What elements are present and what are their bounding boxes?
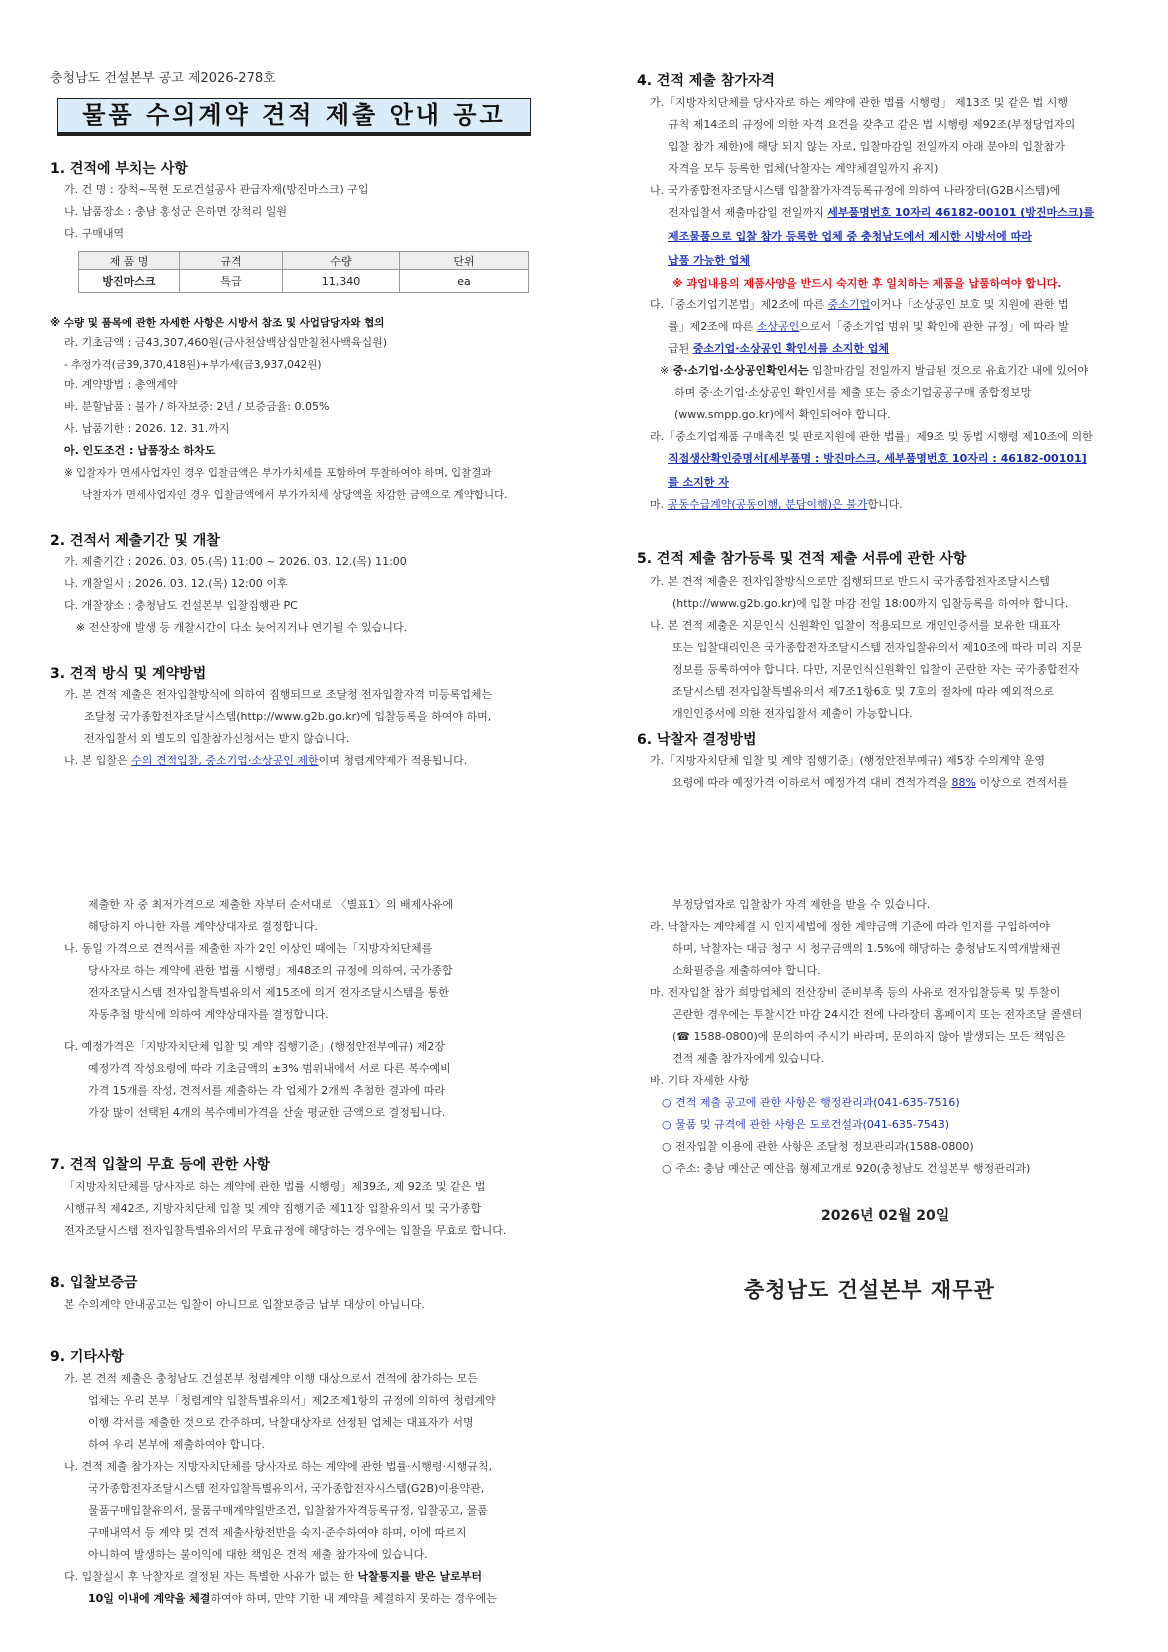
table-cell: 11,340: [283, 270, 400, 293]
s4-line: 규칙 제14조의 규정에 의한 자격 요건을 갖추고 같은 법 시행령 제92조(부정당업자의: [668, 118, 1076, 131]
text-run: 이거나「소상공인 보호 및 지원에 관한 법: [870, 298, 1069, 311]
s1-note: 낙찰자가 면세사업자인 경우 입찰금액에서 부가가치세 상당액을 차감한 금액으로 계약합니다.: [82, 489, 508, 501]
highlight-text: 소상공인: [756, 320, 800, 333]
issuer-signature: 충청남도 건설본부 재무관: [744, 1278, 995, 1302]
table-cell: 특급: [180, 270, 283, 293]
s4-line: [668, 206, 1094, 220]
highlight-text: 를 소지한 자: [668, 476, 729, 489]
s6-line: 해당하지 아니한 자를 계약상대자로 결정합니다.: [88, 920, 319, 933]
text-run: 나. 본 입찰은: [64, 754, 132, 767]
contact-line: ○ 주소: 충남 예산군 예산읍 형제고개로 920(충청남도 건설본부 행정관리과): [662, 1162, 1031, 1175]
highlight-text: 88%: [951, 776, 976, 789]
s7-line: 전자조달시스템 전자입찰특별유의서의 무효규정에 해당하는 경우에는 입찰을 무효로 합니다.: [64, 1224, 507, 1237]
s6-line: 예정가격 작성요령에 따라 기초금액의 ±3% 범위내에서 서로 다른 복수예비: [88, 1062, 451, 1075]
s7-line: 「지방자치단체를 당사자로 하는 계약에 관한 법률 시행령」제39조, 제 92조 및 같은 법: [64, 1180, 486, 1193]
highlight-text: 제조물품으로 입찰 참가 등록한 업체 중 충청남도에서 제시한 시방서에 따라: [668, 230, 1032, 243]
s5-line: 조달시스템 전자입찰특별유의서 제7조1항6호 및 7호의 절차에 따라 예외적으로: [672, 685, 1054, 698]
text-run: 마.: [650, 498, 668, 511]
s9-line: 가. 본 견적 제출은 충청남도 건설본부 청렴계약 이행 대상으로서 견적에 참가하는 모든: [64, 1372, 478, 1385]
highlight-text: 중소기업: [827, 298, 871, 311]
s1-line: - 추정가격(금39,370,418원)+부가세(금3,937,042원): [64, 359, 322, 371]
s3-line: 조달청 국가종합전자조달시스템(http://www.g2b.go.kr)에 입찰등록을 하여야 하며,: [84, 710, 492, 723]
s1-line: 다. 구매내역: [64, 227, 125, 240]
page-title: 물품 수의계약 견적 제출 안내 공고: [57, 98, 531, 136]
s1-line: 라. 기초금액 : 금43,307,460원(금사천삼백삼십만칠천사백육십원): [64, 336, 388, 349]
text-run: 다.「중소기업기본법」제2조에 따른: [650, 298, 828, 311]
text-run: 이며 청렴계약제가 적용됩니다.: [318, 754, 468, 767]
s1-line: 바. 분할납품 : 불가 / 하자보증: 2년 / 보증금율: 0.05%: [64, 400, 330, 413]
s3-line: 가. 본 견적 제출은 전자입찰방식에 의하여 집행되므로 조달청 전자입찰자격 미등록업체는: [64, 688, 493, 701]
table-cell: ea: [400, 270, 529, 293]
highlight-text: 직접생산확인증명서[세부품명 : 방진마스크, 세부품명번호 10자리 : 46182-00101]: [668, 452, 1087, 465]
text-run: 입찰마감일 전일까지 발급된 것으로 유효기간 내에 있어야: [808, 364, 1089, 377]
s9-line: 물품구매입찰유의서, 물품구매계약일반조건, 입찰참가자격등록규정, 입찰공고, 물품: [88, 1504, 488, 1517]
text-run: 하여야 하며, 만약 기한 내 계약을 체결하지 못하는 경우에는: [210, 1592, 497, 1605]
highlight-text: 세부품명번호 10자리 46182-00101 (방진마스크)를: [827, 206, 1094, 219]
s9-line: 아니하여 발생하는 불이익에 대한 책임은 견적 제출 참가자에 있습니다.: [88, 1548, 428, 1561]
notice-date: 2026년 02월 20일: [821, 1208, 950, 1224]
s9-line: 국가종합전자조달시스템 전자입찰특별유의서, 국가종합전자시스템(G2B)이용약관,: [88, 1482, 485, 1495]
section-3-heading: 3. 견적 방식 및 계약방법: [50, 666, 207, 682]
s9-line: 소화필증을 제출하여야 합니다.: [672, 964, 821, 977]
s5-line: 개인인증서에 의한 전자입찰서 제출이 가능합니다.: [672, 707, 913, 720]
text-run: 다. 입찰실시 후 낙찰자로 결정된 자는 특별한 사유가 없는 한: [64, 1570, 358, 1583]
s3-line: 전자입찰서 외 별도의 입찰참가신청서는 받지 않습니다.: [84, 732, 350, 745]
table-row: [79, 270, 529, 293]
s1-line: 아. 인도조건 : 납품장소 하차도: [64, 444, 216, 457]
table-cell: 방진마스크: [79, 270, 180, 293]
s5-line: 또는 입찰대리인은 국가종합전자조달시스템 전자입찰유의서 제10조에 따라 미리 지문: [672, 641, 1083, 654]
table-header-row: [79, 252, 529, 270]
s6-line: 가격 15개를 작성, 견적서를 제출하는 각 업체가 2개씩 추첨한 결과에 따라: [88, 1084, 445, 1097]
highlight-text: 공동수급계약(공동이행, 분담이행)은 불가: [667, 498, 868, 511]
text-run: ※: [660, 364, 673, 377]
s9-line: 라. 낙찰자는 계약체결 시 인지세법에 정한 계약금액 기준에 따라 인지를 구입하여야: [650, 920, 1050, 933]
s5-line: 정보를 등록하여야 합니다. 다만, 지문인식신원확인 입찰이 곤란한 자는 국가종합전자: [672, 663, 1079, 676]
s2-line: 다. 개찰장소 : 충청남도 건설본부 입찰집행관 PC: [64, 599, 298, 612]
s9-line: 견적 제출 참가자에게 있습니다.: [672, 1052, 825, 1065]
s9-line: (☎ 1588-0800)에 문의하여 주시기 바라며, 문의하지 않아 발생되는 모든 책임은: [672, 1030, 1066, 1043]
s2-line: ※ 전산장애 발생 등 개찰시간이 다소 늦어지거나 연기될 수 있습니다.: [76, 621, 408, 634]
s6-line: 다. 예정가격은「지방자치단체 입찰 및 계약 집행기준」(행정안전부예규) 제2장: [64, 1040, 445, 1053]
s6-line: 나. 동일 가격으로 견적서를 제출한 자가 2인 이상인 때에는「지방자치단체를: [64, 942, 433, 955]
s9-line: 하며, 낙찰자는 대금 청구 시 청구금액의 1.5%에 해당하는 충청남도지역개발채권: [672, 942, 1061, 955]
s1-note: ※ 입찰자가 면세사업자인 경우 입찰금액은 부가가치세를 포함하여 투찰하여야 하며, 입찰결과: [64, 467, 492, 479]
s3-line: [64, 754, 467, 768]
s6-line: 가장 많이 선택된 4개의 복수예비가격을 산술 평균한 금액으로 결정됩니다.: [88, 1106, 446, 1119]
contact-line: ○ 전자입찰 이용에 관한 사항은 조달청 정보관리과(1588-0800): [662, 1140, 974, 1153]
s9-line: [64, 1570, 482, 1584]
text-run: 전자입찰서 제출마감일 전일까지: [668, 206, 828, 219]
s9-line: 마. 전자입찰 참가 희망업체의 전산장비 준비부족 등의 사유로 전자입찰등록 및 투찰이: [650, 986, 1061, 999]
s9-line: 구매내역서 등 계약 및 견적 제출사항전반을 숙지·준수하여야 하며, 이에 따르지: [88, 1526, 467, 1539]
highlight-text: 납품 가능한 업체: [668, 254, 751, 267]
s4-line: 자격을 모두 등록한 업체(낙찰자는 계약체결일까지 유지): [668, 162, 939, 175]
s4-line: 입찰 참가 제한)에 해당 되지 않는 자로, 입찰마감일 전일까지 아래 분야의 입찰참가: [668, 140, 1065, 153]
section-5-heading: 5. 견적 제출 참가등록 및 견적 제출 서류에 관한 사항: [637, 551, 967, 567]
s4-line: 가.「지방자치단체를 당사자로 하는 계약에 관한 법률 시행령」 제13조 및 같은 법 시행: [650, 96, 1068, 109]
table-header: 수량: [283, 252, 400, 270]
highlight-text: 중소기업·소상공인 확인서를 소지한 업체: [692, 342, 890, 355]
section-7-heading: 7. 견적 입찰의 무효 등에 관한 사항: [50, 1157, 271, 1173]
s1-line: 마. 계약방법 : 총액계약: [64, 378, 178, 391]
s9-line: 업체는 우리 본부「청렴계약 입찰특별유의서」제2조제1항의 규정에 의하여 청렴계약: [88, 1394, 496, 1407]
s6-line: 당사자로 하는 계약에 관한 법률 시행령」제48조의 규정에 의하여, 국가종합: [88, 964, 453, 977]
s4-line: (www.smpp.go.kr)에서 확인되어야 합니다.: [674, 408, 891, 421]
s9-line: 바. 기타 자세한 사항: [650, 1074, 749, 1087]
purchase-table: [78, 251, 529, 293]
section-2-heading: 2. 견적서 제출기간 및 개찰: [50, 533, 220, 549]
s2-line: 나. 개찰일시 : 2026. 03. 12.(목) 12:00 이후: [64, 577, 288, 590]
table-header: 규격: [180, 252, 283, 270]
text-run: 률」제2조에 따른: [668, 320, 757, 333]
text-run: 합니다.: [867, 498, 903, 511]
section-1-heading: 1. 견적에 부치는 사항: [50, 161, 188, 177]
s4-line: [668, 342, 889, 356]
notice-number: 충청남도 건설본부 공고 제2026-278호: [50, 71, 276, 86]
contact-line: ○ 견적 제출 공고에 관한 사항은 행정관리과(041-635-7516): [662, 1096, 960, 1109]
s5-line: 나. 본 견적 제출은 지문인식 신원확인 입찰이 적용되므로 개인인증서를 보유한 대표자: [650, 619, 1061, 632]
s6-line: 전자조달시스템 전자입찰특별유의서 제15조에 의거 전자조달시스템을 통한: [88, 986, 449, 999]
s7-line: 시행규칙 제42조, 지방자치단체 입찰 및 계약 집행기준 제11장 입찰유의서 및 국가종합: [64, 1202, 482, 1215]
text-run: 이상으로 견적서를: [975, 776, 1068, 789]
section-9-heading: 9. 기타사항: [50, 1349, 125, 1365]
contact-line: ○ 물품 및 규격에 관한 사항은 도로건설과(041-635-7543): [662, 1118, 950, 1131]
section-4-heading: 4. 견적 제출 참가자격: [637, 73, 775, 89]
s4-line: [650, 498, 903, 512]
s1-note: ※ 수량 및 품목에 관한 자세한 사항은 시방서 참조 및 사업담당자와 협의: [50, 317, 385, 329]
s8-line: 본 수의계약 안내공고는 입찰이 아니므로 입찰보증금 납부 대상이 아닙니다.: [64, 1298, 425, 1311]
s2-line: 가. 제출기간 : 2026. 03. 05.(목) 11:00 ~ 2026. 03. 12.(목) 11:00: [64, 555, 407, 568]
s4-line: 나. 국가종합전자조달시스템 입찰참가자격등록규정에 의하여 나라장터(G2B시스템)에: [650, 184, 1061, 197]
s9-line: [88, 1592, 497, 1606]
table-header: 제 품 명: [79, 252, 180, 270]
bold-text: 10일 이내에 계약을 체결: [88, 1592, 211, 1605]
s6-line: 자동추첨 방식에 의하여 계약상대자를 결정합니다.: [88, 1008, 329, 1021]
s6-line: [672, 776, 1068, 790]
s4-line: 라.「중소기업제품 구매촉진 및 판로지원에 관한 법률」제9조 및 동법 시행령 제10조에 의한: [650, 430, 1093, 443]
bold-text: 중·소기업·소상공인확인서는: [672, 364, 809, 377]
s9-line: 부정당업자로 입찰참가 자격 제한을 받을 수 있습니다.: [672, 898, 931, 911]
s4-line: [650, 298, 1069, 312]
s1-line: 나. 납품장소 : 충남 홍성군 은하면 장척리 일원: [64, 205, 287, 218]
s4-line: 하며 중·소기업·소상공인 확인서를 제출 또는 중소기업공공구매 종합정보망: [674, 386, 1032, 399]
s4-line: [660, 364, 1088, 378]
s9-line: 이행 각서를 제출한 것으로 간주하며, 낙찰대상자로 선정된 업체는 대표자가 서명: [88, 1416, 474, 1429]
section-6-heading: 6. 낙찰자 결정방법: [637, 732, 757, 748]
s4-line: [668, 320, 1069, 334]
s6-line: 가.「지방자치단체 입찰 및 계약 집행기준」(행정안전부예규) 제5장 수의계약 운영: [650, 754, 1045, 767]
s9-line: 나. 견적 제출 참가자는 지방자치단체를 당사자로 하는 계약에 관한 법률·시행령·시행규칙,: [64, 1460, 492, 1473]
s1-line: 사. 납품기한 : 2026. 12. 31.까지: [64, 422, 230, 435]
bold-text: 낙찰통지를 받은 날로부터: [357, 1570, 483, 1583]
text-run: 으로서「중소기업 범위 및 확인에 관한 규정」에 따라 발: [799, 320, 1069, 333]
warning-text: ※ 과업내용의 제품사양을 반드시 숙지한 후 일치하는 제품을 납품하여야 합니다.: [672, 277, 1062, 290]
s9-line: 하여 우리 본부에 제출하여야 합니다.: [88, 1438, 265, 1451]
s6-line: 제출한 자 중 최저가격으로 제출한 자부터 순서대로 〈별표1〉의 배제사유에: [88, 898, 454, 911]
text-run: 요령에 따라 예정가격 이하로서 예정가격 대비 견적가격을: [672, 776, 952, 789]
s9-line: 곤란한 경우에는 투찰시간 마감 24시간 전에 나라장터 홈페이지 또는 전자조달 콜센터: [672, 1008, 1083, 1021]
s5-line: (http://www.g2b.go.kr)에 입찰 마감 전일 18:00까지 입찰등록을 하여야 합니다.: [672, 597, 1069, 610]
section-8-heading: 8. 입찰보증금: [50, 1275, 138, 1291]
s1-line: 가. 건 명 : 장척~목현 도로건설공사 관급자재(방진마스크) 구입: [64, 183, 369, 196]
s5-line: 가. 본 견적 제출은 전자입찰방식으로만 집행되므로 반드시 국가종합전자조달시스템: [650, 575, 1050, 588]
text-run: 급된: [668, 342, 693, 355]
table-header: 단위: [400, 252, 529, 270]
highlight-text: 수의 견적입찰, 중소기업·소상공인 제한: [131, 754, 319, 767]
